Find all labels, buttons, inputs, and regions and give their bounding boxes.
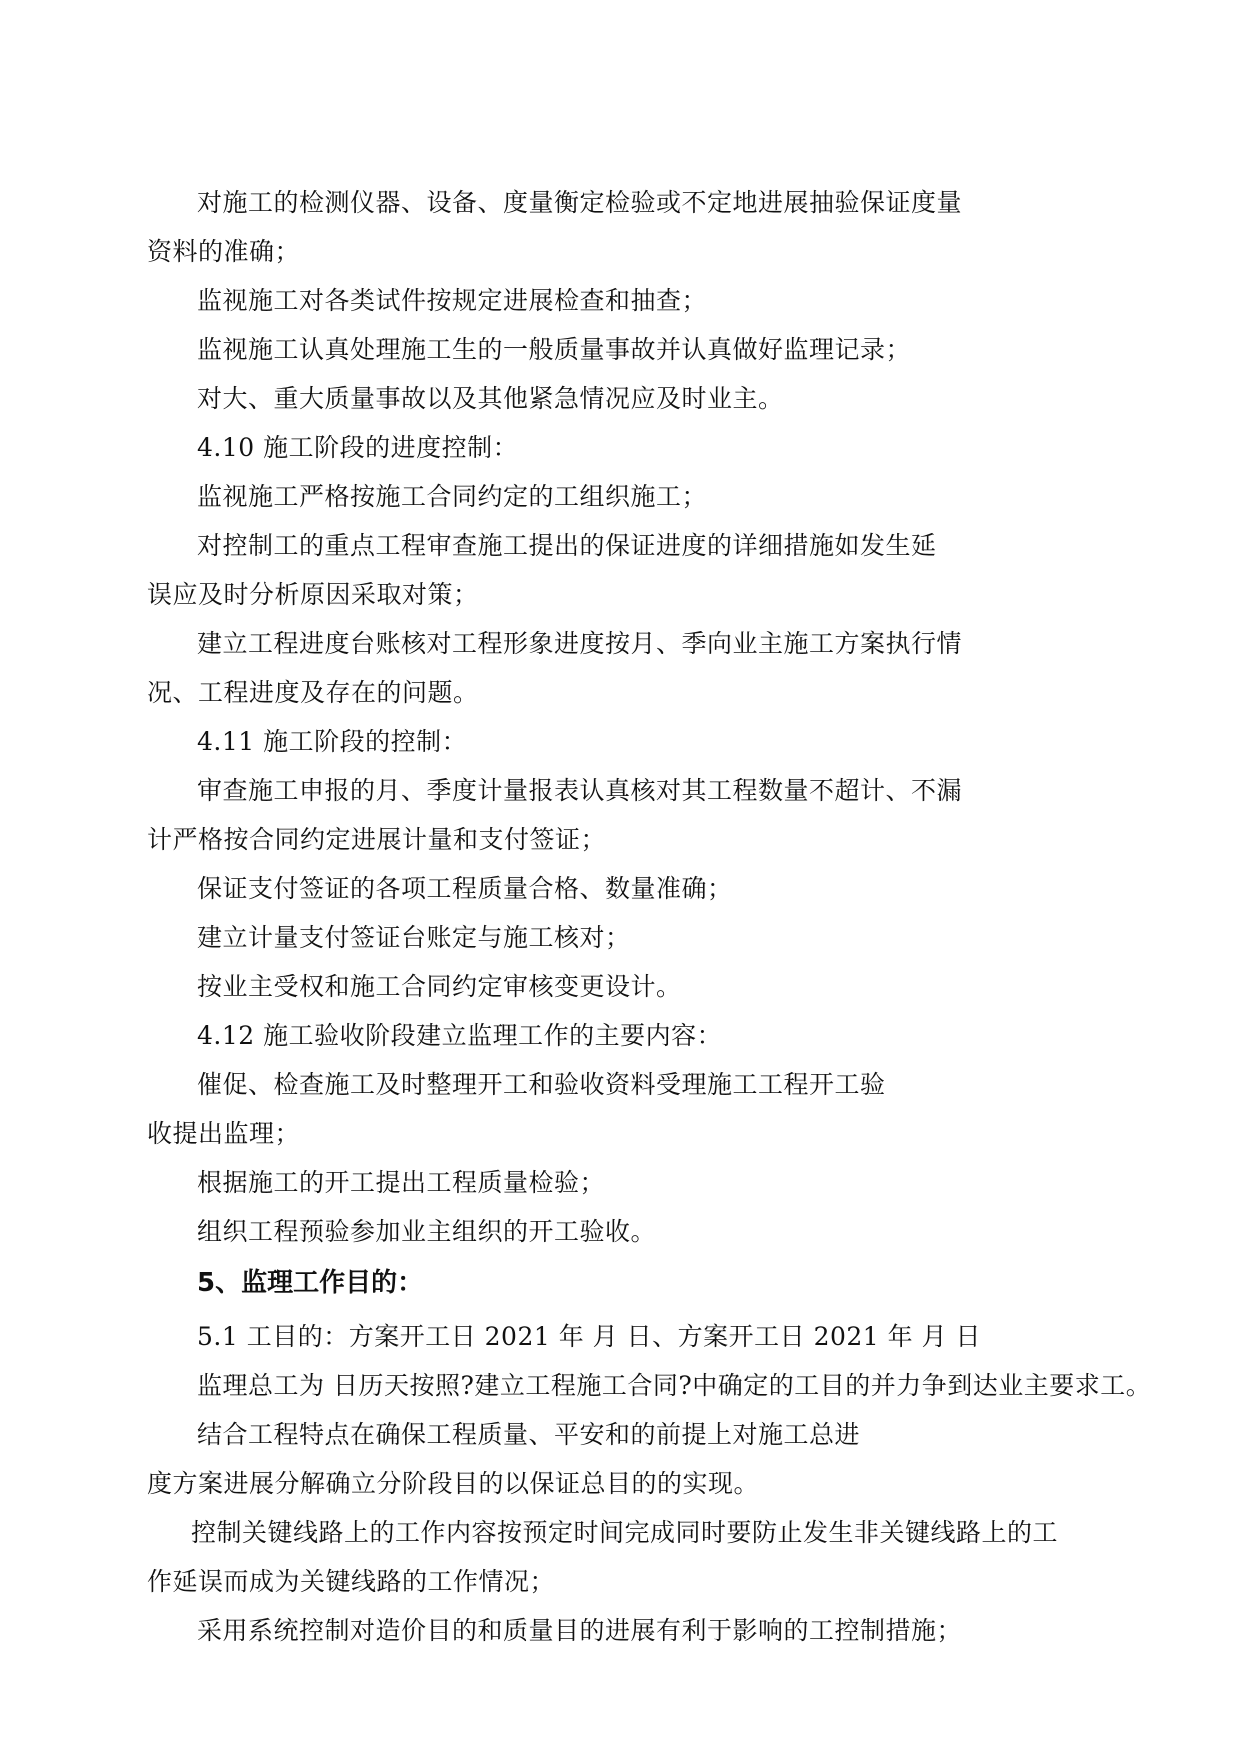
paragraph-line: 采用系统控制对造价目的和质量目的进展有利于影响的工控制措施； (197, 1616, 963, 1645)
paragraph-line: 况、工程进度及存在的问题。 (147, 678, 479, 707)
paragraph-line: 作延误而成为关键线路的工作情况； (147, 1567, 556, 1596)
paragraph-line: 建立工程进度台账核对工程形象进度按月、季向业主施工方案执行情 (197, 629, 963, 658)
paragraph-line: 监视施工严格按施工合同约定的工组织施工； (197, 482, 708, 511)
paragraph-line: 收提出监理； (147, 1119, 301, 1148)
paragraph-line: 按业主受权和施工合同约定审核变更设计。 (197, 972, 682, 1001)
subsection-title: 4.12 施工验收阶段建立监理工作的主要内容： (197, 1021, 723, 1050)
paragraph-line: 监视施工认真处理施工生的一般质量事故并认真做好监理记录； (197, 335, 912, 364)
paragraph-line: 催促、检查施工及时整理开工和验收资料受理施工工程开工验 (197, 1070, 886, 1099)
paragraph-line: 计严格按合同约定进展计量和支付签证； (147, 825, 607, 854)
paragraph-line: 审查施工申报的月、季度计量报表认真核对其工程数量不超计、不漏 (197, 776, 963, 805)
paragraph-line: 组织工程预验参加业主组织的开工验收。 (197, 1217, 657, 1246)
paragraph-line: 度方案进展分解确立分阶段目的以保证总目的的实现。 (147, 1469, 760, 1498)
paragraph-line: 保证支付签证的各项工程质量合格、数量准确； (197, 874, 733, 903)
paragraph-line: 结合工程特点在确保工程质量、平安和的前提上对施工总进 (197, 1420, 861, 1449)
paragraph-line: 对大、重大质量事故以及其他紧急情况应及时业主。 (197, 384, 784, 413)
paragraph-line: 对控制工的重点工程审查施工提出的保证进度的详细措施如发生延 (197, 531, 937, 560)
paragraph-line: 控制关键线路上的工作内容按预定时间完成同时要防止发生非关键线路上的工 (191, 1518, 1059, 1547)
paragraph-line: 监理总工为 日历天按照?建立工程施工合同?中确定的工目的并力争到达业主要求工。 (197, 1371, 1152, 1400)
subsection-title: 4.11 施工阶段的控制： (197, 727, 468, 756)
paragraph-line: 对施工的检测仪器、设备、度量衡定检验或不定地进展抽验保证度量 (197, 188, 963, 217)
paragraph-line: 误应及时分析原因采取对策； (147, 580, 479, 609)
paragraph-line: 监视施工对各类试件按规定进展检查和抽查； (197, 286, 708, 315)
paragraph-line: 根据施工的开工提出工程质量检验； (197, 1168, 606, 1197)
paragraph-line: 建立计量支付签证台账定与施工核对； (197, 923, 631, 952)
paragraph-line: 5.1 工目的：方案开工日 2021 年 月 日、方案开工日 2021 年 月 日 (197, 1322, 982, 1351)
paragraph-line: 资料的准确； (147, 237, 301, 266)
section-heading: 5、监理工作目的： (197, 1268, 424, 1298)
subsection-title: 4.10 施工阶段的进度控制： (197, 433, 519, 462)
